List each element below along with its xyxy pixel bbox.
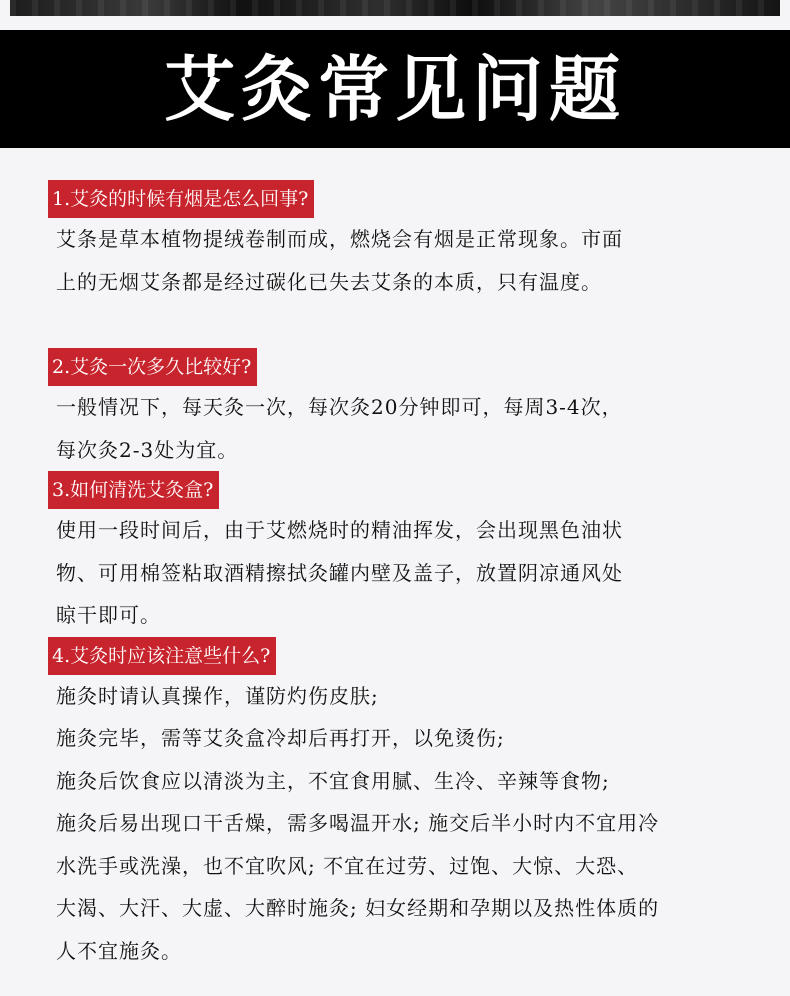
header-photo-strip	[10, 0, 780, 16]
answer-line: 人不宜施灸。	[56, 938, 182, 963]
faq-answer-2	[56, 386, 756, 471]
faq-list	[52, 180, 756, 972]
answer-line: 艾条是草本植物提绒卷制而成，燃烧会有烟是正常现象。市面	[56, 227, 623, 251]
answer-line: 上的无烟艾条都是经过碳化已失去艾条的本质，只有温度。	[56, 269, 602, 294]
faq-item-3	[52, 471, 756, 637]
faq-item-2	[52, 348, 756, 471]
answer-line: 大渴、大汗、大虚、大醉时施灸; 妇女经期和孕期以及热性体质的	[56, 896, 660, 920]
answer-line: 水洗手或洗澡，也不宜吹风; 不宜在过劳、过饱、大惊、大恐、	[56, 853, 639, 878]
answer-line: 施灸后饮食应以清淡为主，不宜食用腻、生冷、辛辣等食物;	[56, 768, 610, 793]
faq-answer-3	[56, 509, 756, 637]
faq-answer-1	[56, 218, 756, 303]
faq-question-4: 4.艾灸时应该注意些什么?	[48, 637, 276, 675]
faq-item-1	[52, 180, 756, 303]
faq-item-4	[52, 637, 756, 973]
faq-answer-4	[56, 675, 756, 973]
answer-line: 一般情况下，每天灸一次，每次灸20分钟即可，每周3-4次，	[56, 395, 623, 419]
page-title: 艾灸常见问题	[163, 48, 626, 131]
answer-line: 晾干即可。	[56, 603, 161, 627]
faq-question-2: 2.艾灸一次多久比较好?	[48, 348, 257, 386]
answer-line: 施灸后易出现口干舌燥，需多喝温开水; 施交后半小时内不宜用冷	[56, 811, 660, 835]
answer-line: 施灸完毕，需等艾灸盒冷却后再打开，以免烫伤;	[56, 726, 505, 750]
answer-line: 每次灸2-3处为宜。	[56, 437, 239, 462]
faq-question-1: 1.艾灸的时候有烟是怎么回事?	[48, 180, 314, 218]
spacer	[56, 303, 756, 348]
answer-line: 物、可用棉签粘取酒精擦拭灸罐内壁及盖子，放置阴凉通风处	[56, 560, 623, 585]
answer-line: 使用一段时间后，由于艾燃烧时的精油挥发，会出现黑色油状	[56, 518, 623, 542]
faq-question-3: 3.如何清洗艾灸盒?	[48, 471, 219, 509]
answer-line: 施灸时请认真操作，谨防灼伤皮肤;	[56, 683, 379, 708]
